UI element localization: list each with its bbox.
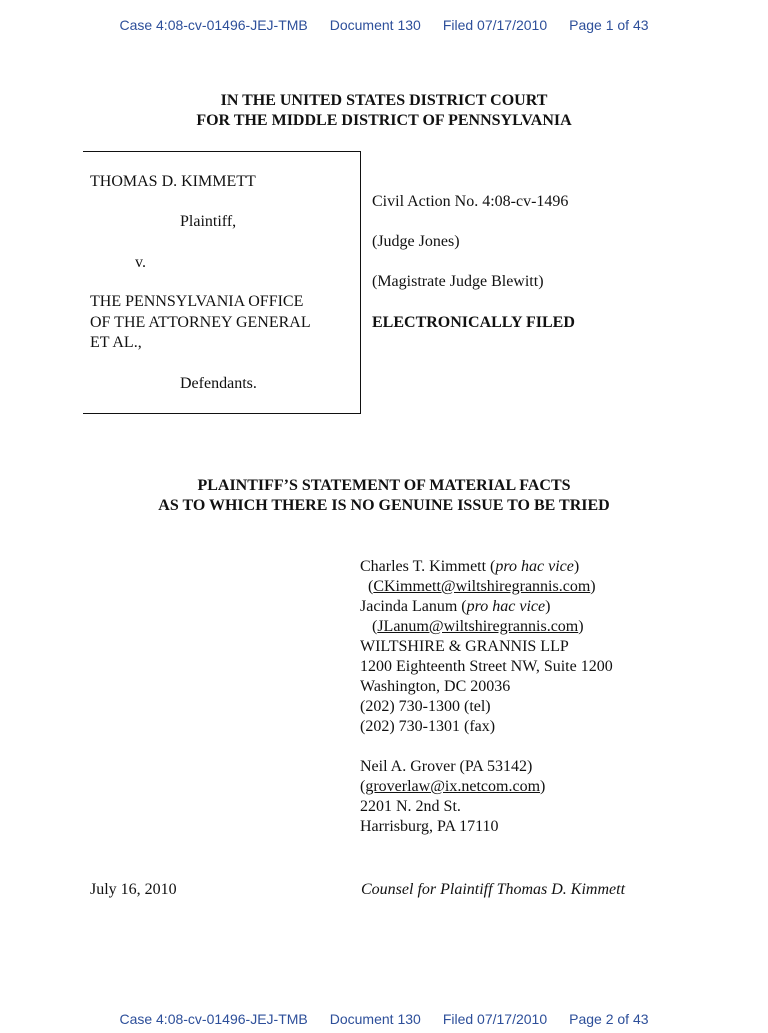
document-number-stamp: Document 130 [329,1011,421,1027]
attorney3-email-link[interactable]: groverlaw@ix.netcom.com [365,778,541,795]
counsel-block [360,557,613,837]
close-paren: ) [545,598,551,615]
attorney1-name: Charles T. Kimmett ( [360,558,496,575]
firm-address-line2: Washington, DC 20036 [360,678,511,695]
firm-fax: (202) 730-1301 (fax) [360,718,496,735]
defendant-line2: OF THE ATTORNEY GENERAL [90,314,311,331]
page-number-stamp: Page 2 of 43 [569,1011,649,1027]
defendant-line3: ET AL., [90,334,142,351]
defendant-line1: THE PENNSYLVANIA OFFICE [90,293,304,310]
filed-date-stamp: Filed 07/17/2010 [442,17,548,33]
page2-filing-stamp-header [0,1011,768,1033]
attorney1-email-link[interactable]: CKimmett@wiltshiregrannis.com [373,578,591,595]
attorney3-address-line1: 2201 N. 2nd St. [360,798,461,815]
magistrate-judge-name: (Magistrate Judge Blewitt) [372,273,544,290]
attorney2-line [360,597,613,617]
case-number-stamp: Case 4:08-cv-01496-JEJ-TMB [119,17,308,33]
pro-hac-vice-label: pro hac vice [495,558,574,575]
filing-stamp-header [0,17,768,39]
attorney2-email-link[interactable]: JLanum@wiltshiregrannis.com [377,618,579,635]
defendant-role: Defendants. [180,375,257,392]
firm-telephone: (202) 730-1300 (tel) [360,698,491,715]
close-paren: ) [573,558,580,575]
document-title-line1: PLAINTIFF’S STATEMENT OF MATERIAL FACTS [197,477,571,494]
attorney2-name: Jacinda Lanum ( [360,598,467,615]
case-number-stamp: Case 4:08-cv-01496-JEJ-TMB [119,1011,308,1027]
firm-address-line1: 1200 Eighteenth Street NW, Suite 1200 [360,658,613,675]
plaintiff-name: THOMAS D. KIMMETT [90,173,256,190]
attorney3-email-line: (groverlaw@ix.netcom.com) [360,778,546,795]
civil-action-number: Civil Action No. 4:08-cv-1496 [372,193,569,210]
pro-hac-vice-label: pro hac vice [466,598,546,615]
court-heading-line2: FOR THE MIDDLE DISTRICT OF PENNSYLVANIA [196,112,572,129]
judge-name: (Judge Jones) [372,233,460,250]
attorney3-name: Neil A. Grover (PA 53142) [360,758,533,775]
document-number-stamp: Document 130 [329,17,421,33]
counsel-signature-caption: Counsel for Plaintiff Thomas D. Kimmett [361,881,626,898]
versus: v. [135,254,146,271]
document-title-line2: AS TO WHICH THERE IS NO GENUINE ISSUE TO BE TRIED [158,497,610,514]
attorney1-line [360,557,613,577]
firm-name: WILTSHIRE & GRANNIS LLP [360,638,569,655]
filed-date-stamp: Filed 07/17/2010 [442,1011,548,1027]
court-heading-line1: IN THE UNITED STATES DISTRICT COURT [220,92,548,109]
attorney3-address-line2: Harrisburg, PA 17110 [360,818,499,835]
plaintiff-role: Plaintiff, [180,213,237,230]
page-number-stamp: Page 1 of 43 [569,17,649,33]
electronically-filed-label: ELECTRONICALLY FILED [372,314,575,331]
attorney2-email-line: (JLanum@wiltshiregrannis.com) [360,618,584,635]
attorney1-email-line: (CKimmett@wiltshiregrannis.com) [360,578,596,595]
filing-date: July 16, 2010 [90,881,177,898]
